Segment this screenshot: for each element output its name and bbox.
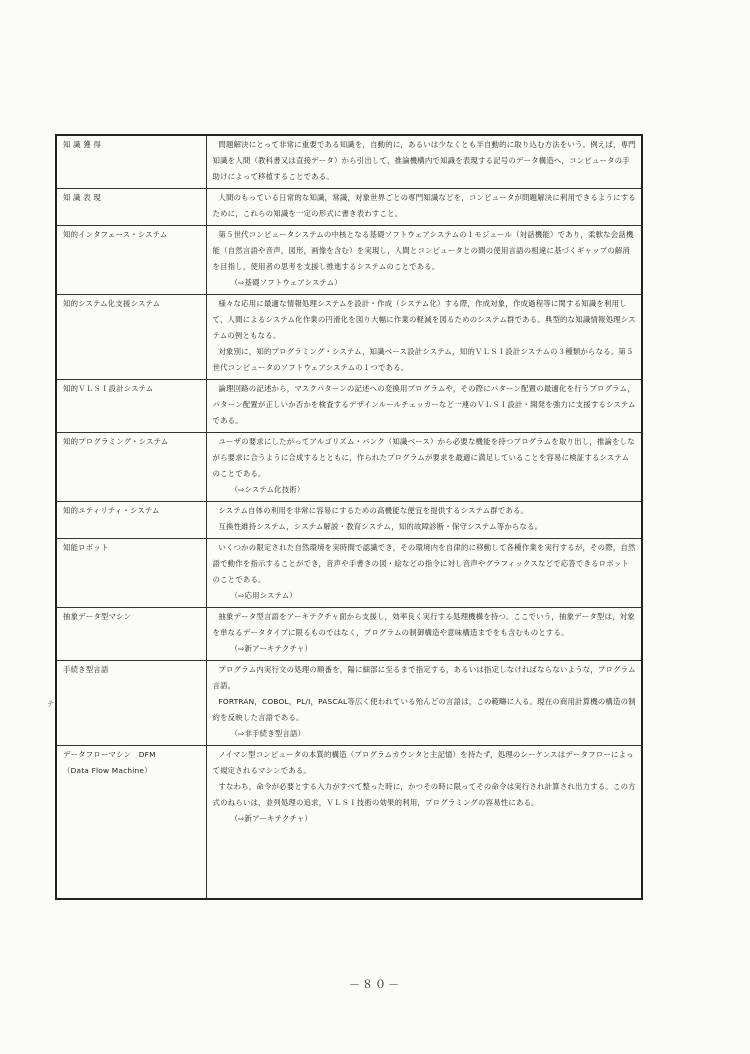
- glossary-table: [55, 134, 643, 900]
- definition-paragraph: 互換性維持システム，システム解説・教育システム，知的故障診断・保守システム等からなる。: [218, 522, 543, 531]
- definition-paragraph: 抽象データ型言語をアーキテクチャ面から支援し，効率良く実行する処理機構を持つ。ここでいう，抽象データ型は，対象を単なるデータタイプに限るものではなく，プログラムの制御構造や意味構造までをも含むものとする。: [212, 612, 635, 637]
- glossary-definition: [206, 380, 642, 433]
- glossary-row: [56, 502, 642, 539]
- glossary-definition: [206, 189, 642, 226]
- glossary-definition: [206, 226, 642, 295]
- term-text: 知 識 表 現: [63, 193, 102, 202]
- definition-paragraph: 問題解決にとって非常に重要である知識を，自動的に，あるいは少なくとも半自動的に取り込む方法をいう。例えば，専門知識を人間（教科書又は直接データ）から引出して，推論機構内で知識を表現する記号のデータ構造へ，コンピュータの手助けによって移植することである。: [212, 140, 636, 181]
- definition-paragraph: 人間のもっている日常的な知識，常識，対象世界ごとの専門知識などを，コンピュータが問題解決に利用できるようにするために，これらの知識を一定の形式に書き表わすこと。: [212, 193, 636, 218]
- cross-reference: （⇨応用システム）: [230, 591, 297, 600]
- definition-paragraph: ノイマン型コンピュータの本質的構造（プログラムカウンタと主記憶）を持たず，処理のシーケンスはデータフローによって規定されるマシンである。: [212, 750, 634, 775]
- glossary-term: [56, 746, 206, 900]
- glossary-row: [56, 608, 642, 661]
- definition-paragraph: FORTRAN，COBOL，PL/I，PASCAL等広く使われている殆んどの言語は，この範疇に入る。現在の商用計算機の構造の制約を反映した言語である。: [212, 697, 636, 722]
- definition-paragraph: すなわち，命令が必要とする入力がすべて整った時に，かつその時に限ってその命令は実行され計算され出力する。この方式のねらいは，並列処理の追求，ＶＬＳＩ技術の効果的利用，プログラミングの容易性にある。: [212, 782, 636, 807]
- glossary-row: [56, 539, 642, 608]
- glossary-row: [56, 661, 642, 746]
- term-text: 知的プログラミング・システム: [63, 437, 169, 446]
- definition-paragraph: 論理回路の記述から，マスクパターンの記述への変換用プログラムや，その際にパターン配置の最適化を行うプログラム，パターン配置が正しいか否かを検査するデザインルールチェッカーなど一連のＶＬＳＩ設計・開発を強力に支援するシステムである。: [212, 384, 636, 425]
- glossary-definition: [206, 661, 642, 746]
- glossary-term: [56, 608, 206, 661]
- glossary-definition: [206, 295, 642, 380]
- glossary-row: [56, 295, 642, 380]
- glossary-definition: [206, 539, 642, 608]
- glossary-row: [56, 433, 642, 502]
- glossary-definition: [206, 502, 642, 539]
- glossary-term: [56, 226, 206, 295]
- glossary-definition: [206, 746, 642, 900]
- cross-reference: （⇨システム化技術）: [230, 485, 305, 494]
- term-text: 知能ロボット: [63, 543, 109, 552]
- glossary-row: [56, 189, 642, 226]
- page-number: －８０－: [349, 978, 401, 991]
- definition-paragraph: プログラム内実行文の処理の順番を，陽に細部に至るまで指定する，あるいは指定しなければならないような，プログラム言語。: [212, 665, 636, 690]
- glossary-term: [56, 661, 206, 746]
- glossary-term: [56, 380, 206, 433]
- term-text: データフローマシン DFM: [63, 750, 156, 759]
- term-text: 手続き型言語: [63, 665, 109, 674]
- glossary-term: [56, 502, 206, 539]
- cross-reference: （⇨基礎ソフトウェアシステム）: [230, 278, 342, 287]
- glossary-row: [56, 380, 642, 433]
- definition-paragraph: 対象別に，知的プログラミング・システム，知識ベース設計システム，知的ＶＬＳＩ設計システムの３種類からなる。第５世代コンピュータのソフトウェアシステムの１つである。: [212, 347, 634, 372]
- glossary-row: [56, 135, 642, 189]
- definition-paragraph: ユーザの要求にしたがってアルゴリズム・バンク（知識ベース）から必要な機能を持つプログラムを取り出し，推論をしながら要求に合うように合成するとともに，作られたプログラムが要求を最適に満足していることを容易に検証するシステムのことである。: [212, 437, 635, 478]
- cross-reference: （⇨非手続き型言語）: [230, 729, 306, 738]
- glossary-term: [56, 433, 206, 502]
- term-text: 知的ＶＬＳＩ設計システム: [63, 384, 154, 393]
- glossary-term: [56, 539, 206, 608]
- definition-paragraph: 様々な応用に最適な情報処理システムを設計・作成（システム化）する際，作成対象，作成過程等に関する知識を利用して，人間によるシステム化作業の円滑化を図り大幅に作業の軽減を図るためのシステム群である。典型的な知識情報処理システムの例ともなる。: [212, 299, 636, 340]
- term-subtitle: （Data Flow Machine）: [63, 766, 152, 775]
- cross-reference: （⇨新アーキテクチャ）: [230, 644, 313, 653]
- glossary-term: [56, 295, 206, 380]
- term-text: 知 識 獲 得: [63, 140, 102, 149]
- margin-index-mark: テ: [47, 700, 54, 708]
- definition-paragraph: 第５世代コンピュータシステムの中核となる基礎ソフトウェアシステムの１モジュール（対話機能）であり，柔軟な会話機能（自然言語や音声，図形，画像を含む）を実現し，人間とコンピュータとの間の使用言語の相違に基づくギャップの解消を目指し，使用者の思考を支援し推進するシステムのことである。: [212, 230, 634, 271]
- glossary-definition: [206, 433, 642, 502]
- term-text: 知的システム化支援システム: [63, 299, 161, 308]
- cross-reference: （⇨新アーキテクチャ）: [230, 814, 313, 823]
- term-text: 知的ユティリティ・システム: [63, 506, 160, 515]
- glossary-definition: [206, 135, 642, 189]
- glossary-term: [56, 189, 206, 226]
- definition-paragraph: いくつかの限定された自然環境を実時間で認識でき，その環境内を自律的に移動して各種作業を実行するが，その際，自然語で動作を指示することができ，音声や手書きの図・絵などの指令に対し音声やグラフィックスなどで応答できるロボットのことである。: [212, 543, 636, 584]
- glossary-row: [56, 746, 642, 900]
- glossary-row: [56, 226, 642, 295]
- glossary-term: [56, 135, 206, 189]
- definition-paragraph: システム自体の利用を非常に容易にするための高機能な便宜を提供するシステム群である。: [218, 506, 529, 515]
- glossary-definition: [206, 608, 642, 661]
- term-text: 知的インタフェース・システム: [63, 230, 168, 239]
- term-text: 抽象データ型マシン: [63, 612, 132, 621]
